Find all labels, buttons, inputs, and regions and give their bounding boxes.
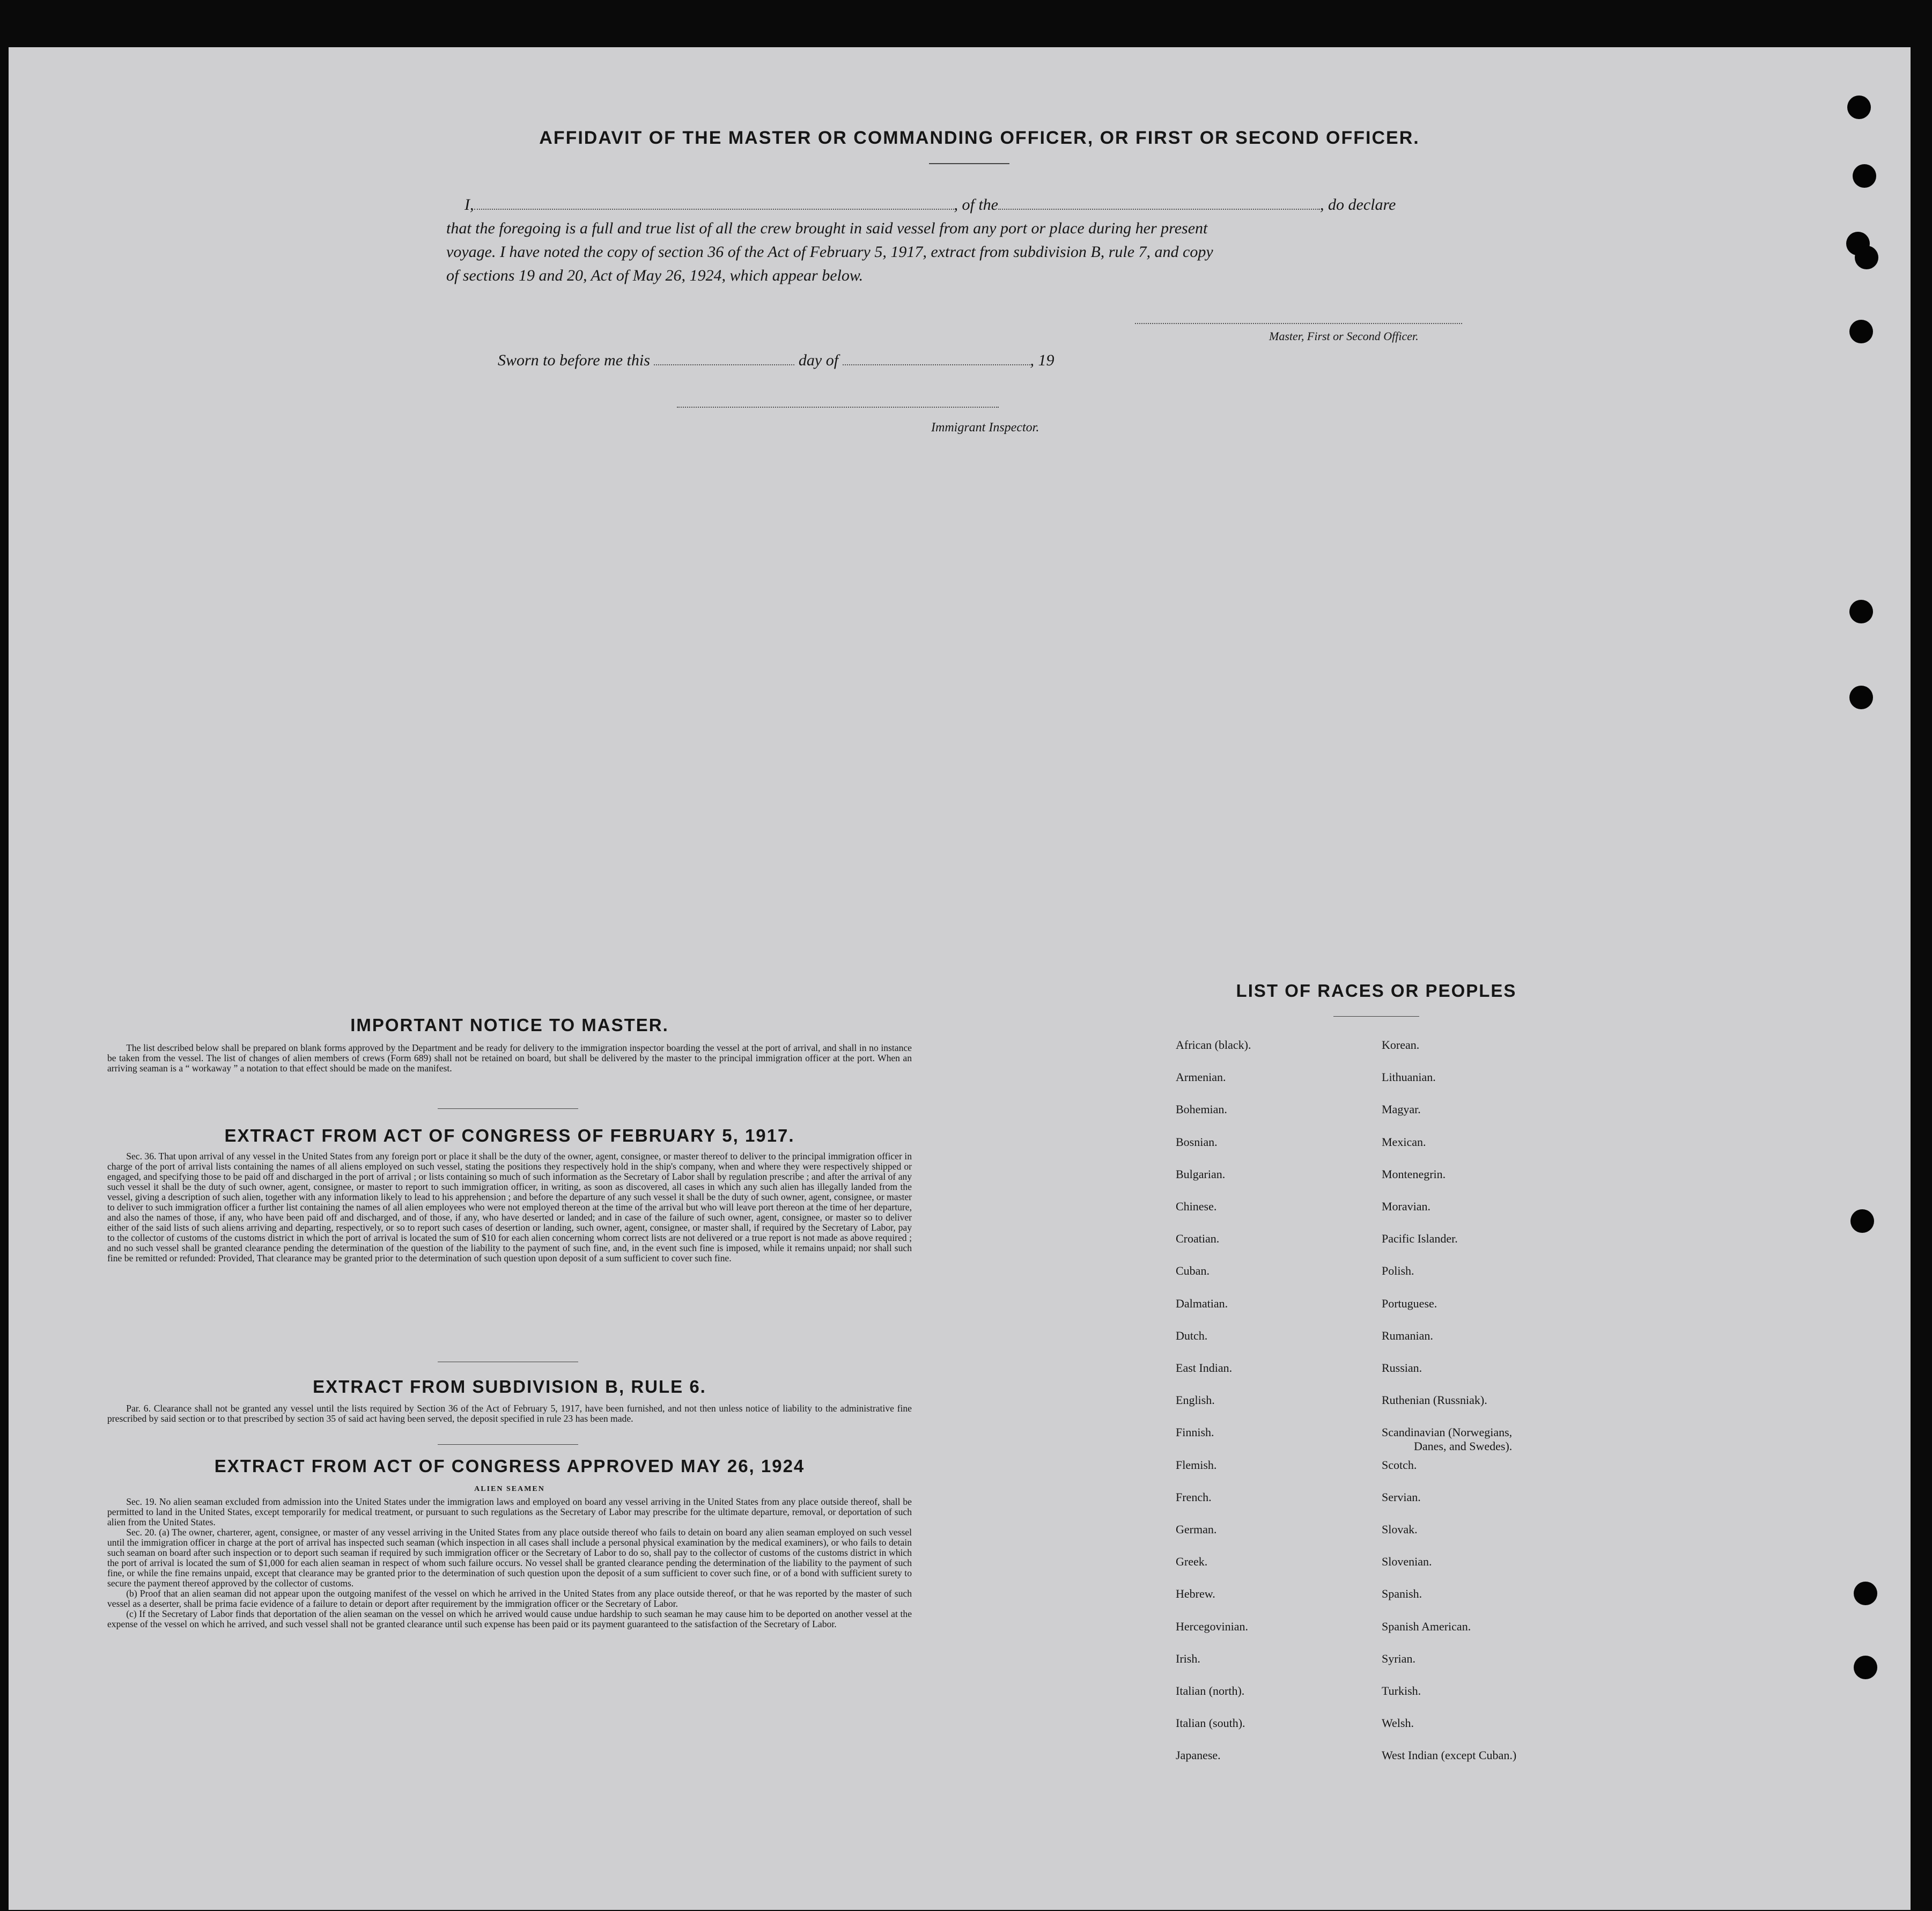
punch-hole (1847, 95, 1871, 119)
race-item: Ruthenian (Russniak). (1382, 1393, 1487, 1407)
race-item: French. (1176, 1490, 1212, 1504)
sworn-day-field[interactable] (654, 349, 794, 365)
race-item: Dutch. (1176, 1328, 1208, 1342)
sworn-month-field[interactable] (843, 349, 1030, 365)
master-signature-field[interactable] (1135, 322, 1462, 324)
section-20b: (b) Proof that an alien seaman did not appear upon the outgoing manifest of the vessel on which he arrived in the United States from any place outside thereof, or that he was reported by the master of such vessel as a deserter, shall be prima facie evidence of a failure to detain or deport after requirement by the immigration officer or the Secretary of Labor. (107, 1588, 912, 1609)
race-item-continuation: Danes, and Swedes). (1414, 1439, 1513, 1453)
punch-hole (1849, 600, 1873, 623)
race-item: Pacific Islander. (1382, 1232, 1458, 1246)
race-item: German. (1176, 1523, 1217, 1536)
declaration-line-4: of sections 19 and 20, Act of May 26, 1924, which appear below. (446, 267, 864, 284)
race-item: West Indian (except Cuban.) (1382, 1748, 1517, 1762)
extract-1917-text: Sec. 36. That upon arrival of any vessel in the United States from any foreign port or place it shall be the duty of the owner, agent, consignee, or master thereof to deliver to the principal immigration officer in charge of the port of arrival lists containing the names of all aliens employed on such vessel, stating the positions they respectively hold in the ship's company, when and where they were respectively shipped or engaged, and specifying those to be paid off and discharged in the port of arrival ; or lists containing so much of such information as the Secretary of Labor shall by regulation prescribe ; and after the arrival of any such vessel it shall be the duty of such owner, agent, consignee, or master to report to such immigration officer, in writing, as soon as discovered, all cases in which any such alien has illegally landed from the vessel, giving a description of such alien, together with any information likely to lead to his apprehension ; and before the departure of any such vessel it shall be the duty of such owner, agent, consignee, or master to deliver to such immigration officer a further list containing the names of all alien employees who were not employed thereon at the time of the arrival but who will leave port thereon at the time of her departure, and also the names of those, if any, who have been paid off and discharged, and of those, if any, who have deserted or landed; and in case of the failure of such owner, agent, consignee, or master so to deliver either of the said lists of such aliens arriving and departing, respectively, or so to report such cases of desertion or landing, such owner, agent, consignee, or master shall, if required by the Secretary of Labor, pay to the collector of customs of the customs district in which the port of arrival is located the sum of $10 for each alien concerning whom correct lists are not delivered or a true report is not made as above required ; and no such vessel shall be granted clearance pending the determination of the question of the liability to the payment of such fine, and, in the event such fine is imposed, while it remains unpaid; nor shall such fine be remitted or refunded: Provided, That clearance may be granted prior to the determination of such question upon deposit of a sum sufficient to cover such fine. (107, 1151, 912, 1263)
vessel-field[interactable] (998, 194, 1320, 210)
race-item: Montenegrin. (1382, 1167, 1446, 1181)
section-20c: (c) If the Secretary of Labor finds that deportation of the alien seaman on the vessel on which he arrived would cause undue hardship to such seaman he may cause him to be deported on another vessel at the expense of the vessel on which he arrived, and such vessel shall not be granted clearance until such expense has been paid or its payment guaranteed to the satisfaction of the Secretary of Labor. (107, 1608, 912, 1629)
year-label: , 19 (1030, 351, 1055, 369)
race-item: Finnish. (1176, 1425, 1214, 1439)
extract-rule6-title: EXTRACT FROM SUBDIVISION B, RULE 6. (313, 1377, 706, 1396)
race-item: Slovak. (1382, 1523, 1418, 1536)
extract-1924-title: EXTRACT FROM ACT OF CONGRESS APPROVED MAY 26, 1924 (214, 1456, 805, 1476)
race-item: Russian. (1382, 1361, 1422, 1375)
inspector-signature-field[interactable] (677, 406, 999, 408)
form-page (9, 47, 1911, 1910)
race-item: Bohemian. (1176, 1102, 1227, 1116)
race-item: Scandinavian (Norwegians, (1382, 1425, 1513, 1439)
race-item: Syrian. (1382, 1651, 1415, 1665)
race-item: Moravian. (1382, 1200, 1431, 1213)
race-item: Armenian. (1176, 1070, 1226, 1084)
race-item: Flemish. (1176, 1458, 1217, 1472)
divider (929, 163, 1009, 164)
race-item: Spanish American. (1382, 1619, 1471, 1633)
race-item: African (black). (1176, 1038, 1251, 1052)
declaration-of-the: , of the (954, 196, 998, 214)
race-item: Bulgarian. (1176, 1167, 1226, 1181)
race-item: Servian. (1382, 1490, 1421, 1504)
inspector-signature-label: Immigrant Inspector. (931, 421, 1039, 435)
races-title: LIST OF RACES OR PEOPLES (1236, 981, 1517, 1001)
sworn-line (498, 349, 1195, 372)
extract-1917-title: EXTRACT FROM ACT OF CONGRESS OF FEBRUARY 5, 1917. (224, 1126, 795, 1145)
divider (438, 1108, 578, 1109)
race-item: Scotch. (1382, 1458, 1417, 1472)
notice-text: The list described below shall be prepared on blank forms approved by the Department and be ready for delivery to the immigration inspector boarding the vessel at the port of arrival, and shall in no instance be taken from the vessel. The list of changes of alien members of crews (Form 689) shall not be retained on board, but shall be delivered by the master to the principal immigration officer at the port. When an arriving seaman is a “ workaway ” a notation to that effect should be made on the manifest. (107, 1042, 912, 1074)
declaration-do-declare: , do declare (1320, 196, 1396, 214)
notice-title: IMPORTANT NOTICE TO MASTER. (350, 1015, 669, 1035)
declaration-i: I, (464, 196, 474, 214)
affidavit-title: AFFIDAVIT OF THE MASTER OR COMMANDING OFFICER, OR FIRST OR SECOND OFFICER. (539, 128, 1420, 148)
extract-1924-text (107, 1497, 912, 1629)
race-item: Magyar. (1382, 1102, 1421, 1116)
race-item: Spanish. (1382, 1587, 1422, 1601)
divider (1333, 1016, 1419, 1017)
race-item: Korean. (1382, 1038, 1420, 1052)
race-item: East Indian. (1176, 1361, 1233, 1375)
punch-hole (1855, 246, 1878, 269)
race-item: Rumanian. (1382, 1328, 1433, 1342)
race-item: Chinese. (1176, 1200, 1217, 1213)
race-item: Polish. (1382, 1264, 1414, 1278)
punch-hole (1849, 686, 1873, 709)
race-item: Portuguese. (1382, 1296, 1437, 1310)
race-item: Bosnian. (1176, 1135, 1218, 1149)
punch-hole (1854, 1656, 1877, 1679)
punch-hole (1853, 164, 1876, 188)
master-signature-label: Master, First or Second Officer. (1269, 329, 1419, 343)
race-item: Cuban. (1176, 1264, 1210, 1278)
name-field[interactable] (474, 194, 954, 210)
race-item: English. (1176, 1393, 1215, 1407)
divider (438, 1444, 578, 1445)
race-item: Japanese. (1176, 1748, 1221, 1762)
declaration-line-2: that the foregoing is a full and true list of all the crew brought in said vessel from any port or place during her present (446, 219, 1208, 237)
race-item: Irish. (1176, 1651, 1200, 1665)
section-19: Sec. 19. No alien seaman excluded from admission into the United States under the immigration laws and employed on board any vessel arriving in the United States from any place outside thereof, shall be permitted to land in the United States, except temporarily for medical treatment, or pursuant to such regulations as the Secretary of Labor may prescribe for the ultimate departure, removal, or deportation of such alien from the United States. (107, 1496, 912, 1527)
punch-hole (1854, 1582, 1877, 1605)
race-item: Croatian. (1176, 1232, 1220, 1246)
extract-1924-subtitle: ALIEN SEAMEN (474, 1485, 545, 1493)
race-item: Slovenian. (1382, 1555, 1432, 1569)
race-item: Dalmatian. (1176, 1296, 1228, 1310)
race-item: Turkish. (1382, 1684, 1421, 1697)
race-item: Hebrew. (1176, 1587, 1215, 1601)
race-item: Italian (south). (1176, 1716, 1245, 1730)
race-item: Hercegovinian. (1176, 1619, 1248, 1633)
declaration-line-1 (464, 193, 1516, 217)
race-item: Mexican. (1382, 1135, 1426, 1149)
punch-hole (1849, 320, 1873, 343)
punch-hole (1850, 1209, 1874, 1233)
sworn-label: Sworn to before me this (498, 351, 650, 369)
day-of-label: day of (798, 351, 839, 369)
race-item: Lithuanian. (1382, 1070, 1436, 1084)
race-item: Welsh. (1382, 1716, 1414, 1730)
declaration-line-3: voyage. I have noted the copy of section 36 of the Act of February 5, 1917, extract from subdivision B, rule 7, and copy (446, 243, 1213, 261)
race-item: Greek. (1176, 1555, 1208, 1569)
section-20a: Sec. 20. (a) The owner, charterer, agent, consignee, or master of any vessel arriving in the United States from any place outside thereof who fails to detain on board any alien seaman employed on such vessel until the immigration officer in charge at the port of arrival has inspected such seaman (which inspection in all cases shall include a personal physical examination by the medical examiners), or who fails to detain such seaman on board after such inspection or to deport such seaman if required by such immigration officer or the Secretary of Labor to do so, shall pay to the collector of customs of the customs district in which the port of arrival is located the sum of $1,000 for each alien seaman in respect of whom such failure occurs. No vessel shall be granted clearance pending the determination of the liability to the payment of such fine, or while the fine remains unpaid, except that clearance may be granted prior to the determination of such question upon the deposit of a sum sufficient to cover such fine, or of a bond with sufficient surety to secure the payment thereof approved by the collector of customs. (107, 1527, 912, 1589)
extract-rule6-text: Par. 6. Clearance shall not be granted any vessel until the lists required by Section 36 of the Act of February 5, 1917, have been furnished, and not then unless notice of liability to the administrative fine prescribed by said section or to that prescribed by section 35 of said act having been served, the deposit specified in rule 23 has been made. (107, 1403, 912, 1424)
race-item: Italian (north). (1176, 1684, 1245, 1697)
